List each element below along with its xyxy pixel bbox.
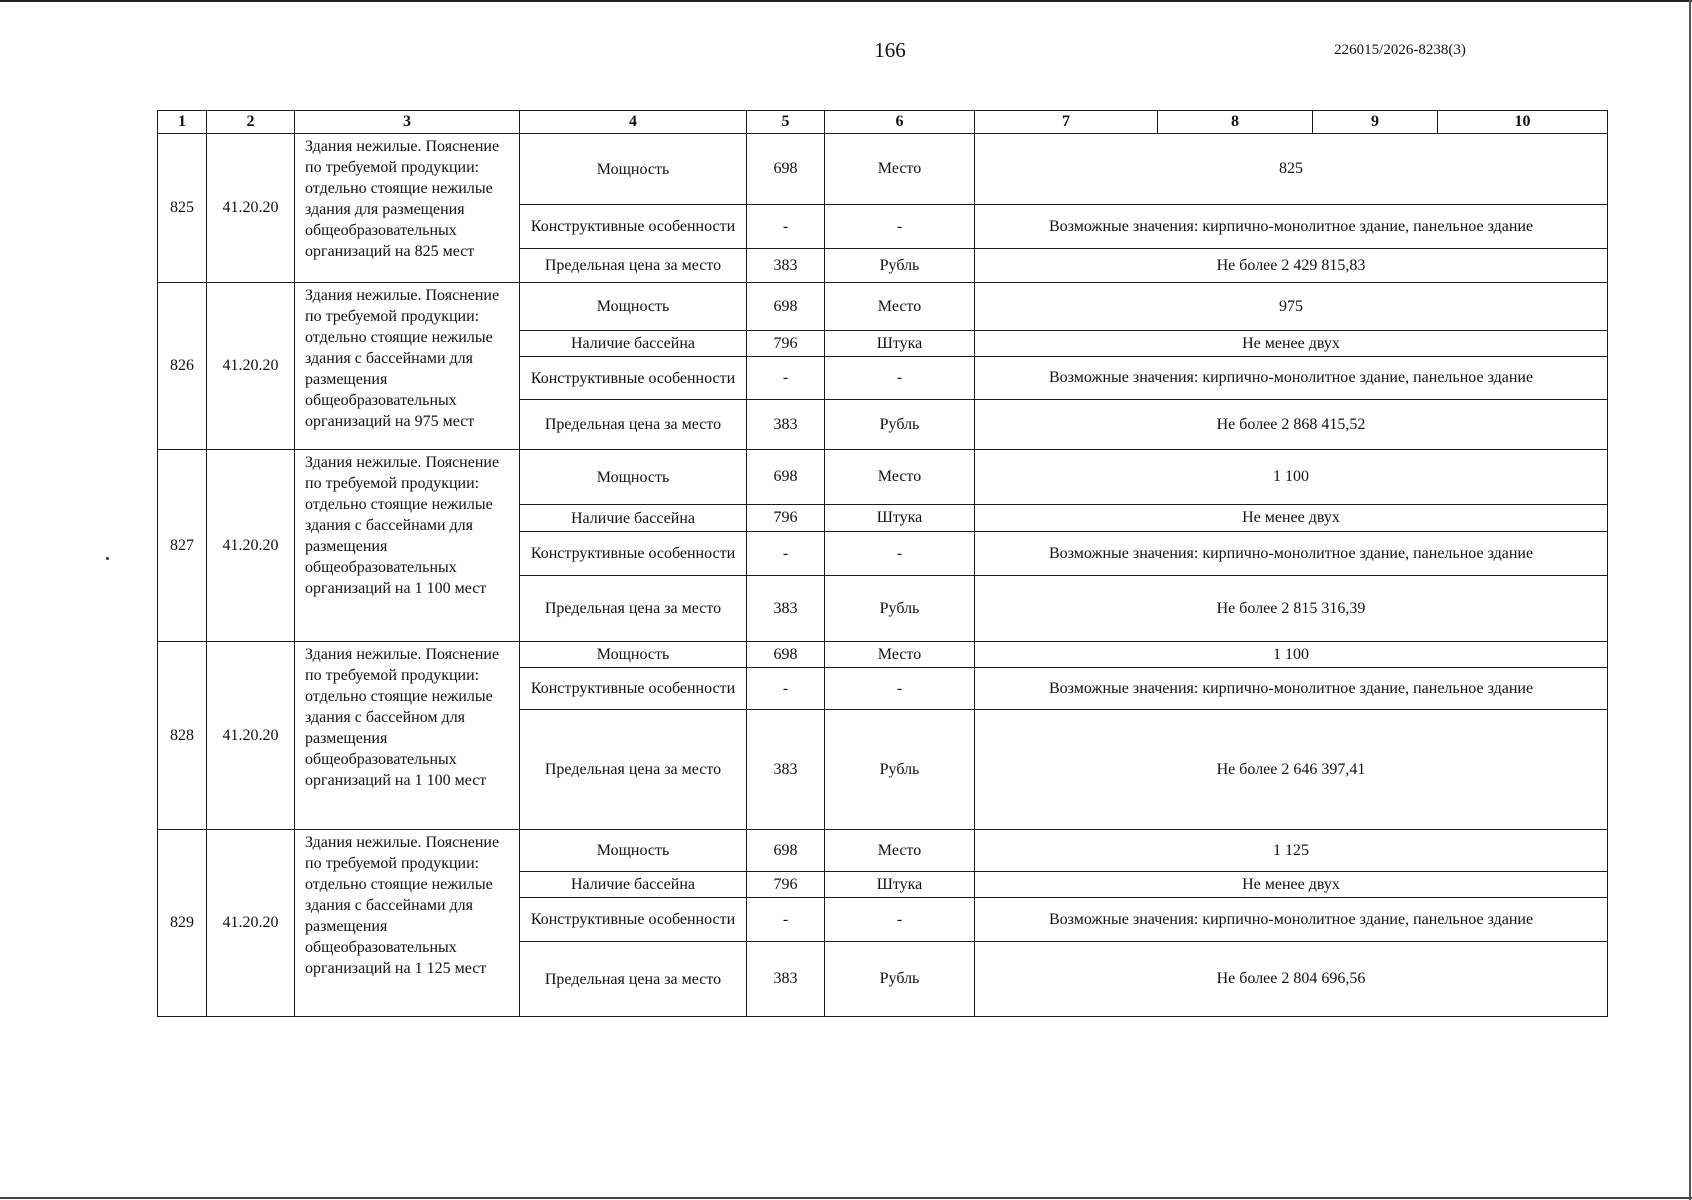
- characteristic-name: Мощность: [520, 283, 747, 331]
- unit-name: Штука: [825, 872, 975, 898]
- okpd-code: 41.20.20: [207, 450, 295, 642]
- page-number: 166: [874, 38, 906, 62]
- unit-name: Место: [825, 830, 975, 872]
- okei-code: 698: [747, 830, 825, 872]
- table-row: [158, 830, 1608, 872]
- characteristic-name: Конструктивные особенности: [520, 668, 747, 710]
- table-row: [158, 450, 1608, 505]
- characteristic-name: Предельная цена за место: [520, 400, 747, 450]
- document-code: 226015/2026-8238(3): [1334, 42, 1466, 58]
- okei-code: 698: [747, 642, 825, 668]
- unit-name: -: [825, 668, 975, 710]
- row-number: 827: [158, 450, 207, 642]
- characteristic-value: Не более 2 815 316,39: [975, 576, 1608, 642]
- unit-name: Рубль: [825, 576, 975, 642]
- unit-name: Место: [825, 283, 975, 331]
- okpd-code: 41.20.20: [207, 642, 295, 830]
- okei-code: 383: [747, 249, 825, 283]
- okei-code: -: [747, 898, 825, 942]
- characteristic-value: Возможные значения: кирпично-монолитное здание, панельное здание: [975, 532, 1608, 576]
- table-row: [158, 283, 1608, 331]
- characteristic-value: Не более 2 429 815,83: [975, 249, 1608, 283]
- okei-code: 698: [747, 450, 825, 505]
- characteristic-value: 1 100: [975, 642, 1608, 668]
- column-header: 4: [520, 111, 747, 134]
- unit-name: Рубль: [825, 400, 975, 450]
- product-description: Здания нежилые. Пояснение по требуемой продукции: отдельно стоящие нежилые здания для размещения общеобразовательных организаций на 825 мест: [295, 134, 520, 283]
- unit-name: Штука: [825, 505, 975, 532]
- unit-name: -: [825, 532, 975, 576]
- characteristic-name: Мощность: [520, 134, 747, 205]
- unit-name: Рубль: [825, 942, 975, 1017]
- column-header: 9: [1313, 111, 1438, 134]
- characteristic-name: Предельная цена за место: [520, 942, 747, 1017]
- characteristic-name: Мощность: [520, 450, 747, 505]
- table-row: [158, 642, 1608, 668]
- okei-code: -: [747, 205, 825, 249]
- column-header: 3: [295, 111, 520, 134]
- product-description: Здания нежилые. Пояснение по требуемой продукции: отдельно стоящие нежилые здания с бассейном для размещения общеобразовательных организаций на 1 100 мест: [295, 642, 520, 830]
- product-description: Здания нежилые. Пояснение по требуемой продукции: отдельно стоящие нежилые здания с бассейнами для размещения общеобразовательных организаций на 1 125 мест: [295, 830, 520, 1017]
- characteristic-name: Мощность: [520, 642, 747, 668]
- row-number: 825: [158, 134, 207, 283]
- okpd-code: 41.20.20: [207, 283, 295, 450]
- okei-code: 796: [747, 505, 825, 532]
- column-header: 8: [1158, 111, 1313, 134]
- okei-code: 383: [747, 942, 825, 1017]
- characteristic-name: Конструктивные особенности: [520, 205, 747, 249]
- okei-code: 383: [747, 576, 825, 642]
- column-number-row: [158, 111, 1608, 134]
- characteristic-value: Не более 2 646 397,41: [975, 710, 1608, 830]
- characteristic-name: Конструктивные особенности: [520, 532, 747, 576]
- row-number: 829: [158, 830, 207, 1017]
- characteristic-value: 825: [975, 134, 1608, 205]
- characteristic-name: Конструктивные особенности: [520, 898, 747, 942]
- characteristic-value: 1 100: [975, 450, 1608, 505]
- products-table: [157, 110, 1608, 1017]
- page-top-border: [0, 0, 1692, 2]
- okei-code: 383: [747, 710, 825, 830]
- column-header: 6: [825, 111, 975, 134]
- characteristic-value: 975: [975, 283, 1608, 331]
- column-header: 1: [158, 111, 207, 134]
- characteristic-name: Наличие бассейна: [520, 505, 747, 532]
- okpd-code: 41.20.20: [207, 830, 295, 1017]
- row-number: 828: [158, 642, 207, 830]
- product-description: Здания нежилые. Пояснение по требуемой продукции: отдельно стоящие нежилые здания с бассейнами для размещения общеобразовательных организаций на 975 мест: [295, 283, 520, 450]
- table-row: [158, 134, 1608, 205]
- unit-name: -: [825, 898, 975, 942]
- okei-code: 698: [747, 283, 825, 331]
- unit-name: Место: [825, 450, 975, 505]
- characteristic-value: Возможные значения: кирпично-монолитное здание, панельное здание: [975, 357, 1608, 400]
- okei-code: 796: [747, 872, 825, 898]
- characteristic-value: Не менее двух: [975, 331, 1608, 357]
- column-header: 10: [1438, 111, 1608, 134]
- characteristic-value: Возможные значения: кирпично-монолитное здание, панельное здание: [975, 898, 1608, 942]
- column-header: 7: [975, 111, 1158, 134]
- characteristic-value: Не более 2 868 415,52: [975, 400, 1608, 450]
- unit-name: Рубль: [825, 710, 975, 830]
- column-header: 5: [747, 111, 825, 134]
- characteristic-value: Не менее двух: [975, 505, 1608, 532]
- row-number: 826: [158, 283, 207, 450]
- characteristic-value: Возможные значения: кирпично-монолитное здание, панельное здание: [975, 668, 1608, 710]
- okei-code: -: [747, 532, 825, 576]
- column-header: 2: [207, 111, 295, 134]
- unit-name: Штука: [825, 331, 975, 357]
- characteristic-name: Предельная цена за место: [520, 249, 747, 283]
- unit-name: Рубль: [825, 249, 975, 283]
- characteristic-name: Мощность: [520, 830, 747, 872]
- okei-code: -: [747, 668, 825, 710]
- page-right-border: [1689, 0, 1691, 1200]
- characteristic-name: Наличие бассейна: [520, 872, 747, 898]
- characteristic-value: Не более 2 804 696,56: [975, 942, 1608, 1017]
- characteristic-value: Возможные значения: кирпично-монолитное здание, панельное здание: [975, 205, 1608, 249]
- okei-code: 698: [747, 134, 825, 205]
- okei-code: 796: [747, 331, 825, 357]
- scan-speck: [106, 557, 109, 560]
- characteristic-name: Предельная цена за место: [520, 710, 747, 830]
- characteristic-name: Конструктивные особенности: [520, 357, 747, 400]
- unit-name: Место: [825, 642, 975, 668]
- okpd-code: 41.20.20: [207, 134, 295, 283]
- characteristic-value: 1 125: [975, 830, 1608, 872]
- page-bottom-border: [0, 1197, 1692, 1199]
- okei-code: -: [747, 357, 825, 400]
- unit-name: Место: [825, 134, 975, 205]
- unit-name: -: [825, 205, 975, 249]
- okei-code: 383: [747, 400, 825, 450]
- characteristic-value: Не менее двух: [975, 872, 1608, 898]
- characteristic-name: Наличие бассейна: [520, 331, 747, 357]
- product-description: Здания нежилые. Пояснение по требуемой продукции: отдельно стоящие нежилые здания с бассейнами для размещения общеобразовательных организаций на 1 100 мест: [295, 450, 520, 642]
- unit-name: -: [825, 357, 975, 400]
- characteristic-name: Предельная цена за место: [520, 576, 747, 642]
